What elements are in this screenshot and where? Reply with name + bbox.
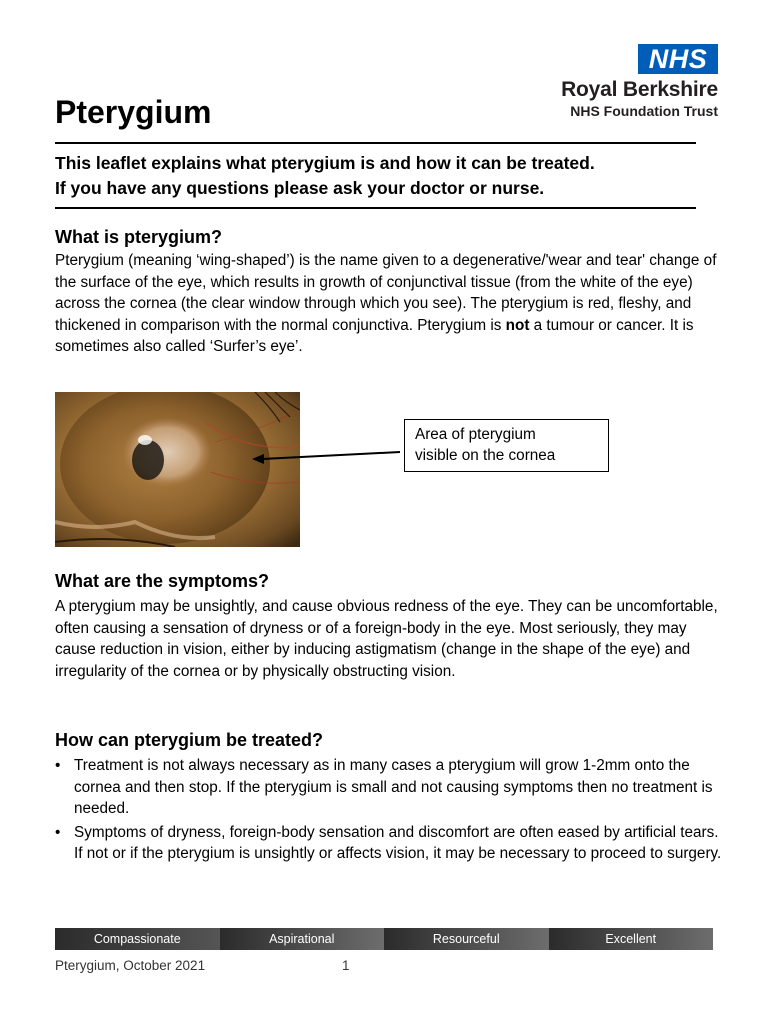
bullet-icon: • [55,757,61,774]
page-title: Pterygium [55,94,212,130]
trust-name: Royal Berkshire [561,78,718,101]
what-is-text-2: a tumour or cancer. It is sometimes also called ‘Surfer’s eye’. [55,316,694,355]
bullet-icon: • [55,823,61,841]
title-divider [55,142,696,144]
value-aspirational: Aspirational [220,928,385,950]
trust-subtitle: NHS Foundation Trust [570,103,718,119]
intro-line-2: If you have any questions please ask your doctor or nurse. [55,178,545,198]
value-resourceful: Resourceful [384,928,549,950]
value-compassionate: Compassionate [55,928,220,950]
nhs-logo: NHS [638,44,718,74]
what-is-bold-not: not [505,316,530,334]
pterygium-callout [404,419,609,472]
list-item-text: Symptoms of dryness, foreign-body sensation and discomfort are often eased by artificial tears. If not or if the pterygium is unsightly or affects vision, it may be necessary to proceed to surgery. [74,823,722,862]
callout-line-2: visible on the cornea [415,447,556,464]
what-is-heading: What is pterygium? [55,227,223,247]
callout-line-1: Area of pterygium [415,426,536,443]
value-excellent: Excellent [549,928,714,950]
intro-divider [55,207,696,209]
symptoms-heading: What are the symptoms? [55,571,270,591]
symptoms-paragraph: A pterygium may be unsightly, and cause obvious redness of the eye. They can be uncomfortable, often causing a sensation of dryness or of a foreign-body in the eye. Most seriously, they may cause reduction in vision, either by inducing astigmatism (change in the shape of the eye) and irregularity of the cornea or by physically obstructing vision. [55,598,718,680]
list-item [55,822,727,865]
list-item [55,755,727,820]
treatment-list [55,755,727,867]
what-is-text-1: Pterygium (meaning ‘wing-shaped’) is the name given to a degenerative/'wear and tear' change of the surface of the eye, which results in growth of conjunctival tissue (from the white of the eye) across the cornea (the clear window through which you see). The pterygium is red, fleshy, and thickened in comparison with the normal conjunctiva. Pterygium is [55,252,717,334]
values-bar [55,928,713,950]
eye-photo [55,392,300,547]
callout-arrow [250,445,410,469]
footer-document-info: Pterygium, October 2021 [55,958,206,973]
intro-line-1: This leaflet explains what pterygium is and how it can be treated. [55,153,595,173]
footer-page-number: 1 [342,958,350,973]
what-is-paragraph [55,250,727,358]
treatment-heading: How can pterygium be treated? [55,730,324,750]
list-item-text: Treatment is not always necessary as in many cases a pterygium will grow 1-2mm onto the cornea and then stop. If the pterygium is small and not causing symptoms then no treatment is needed. [74,757,713,817]
intro-statement [55,151,715,201]
